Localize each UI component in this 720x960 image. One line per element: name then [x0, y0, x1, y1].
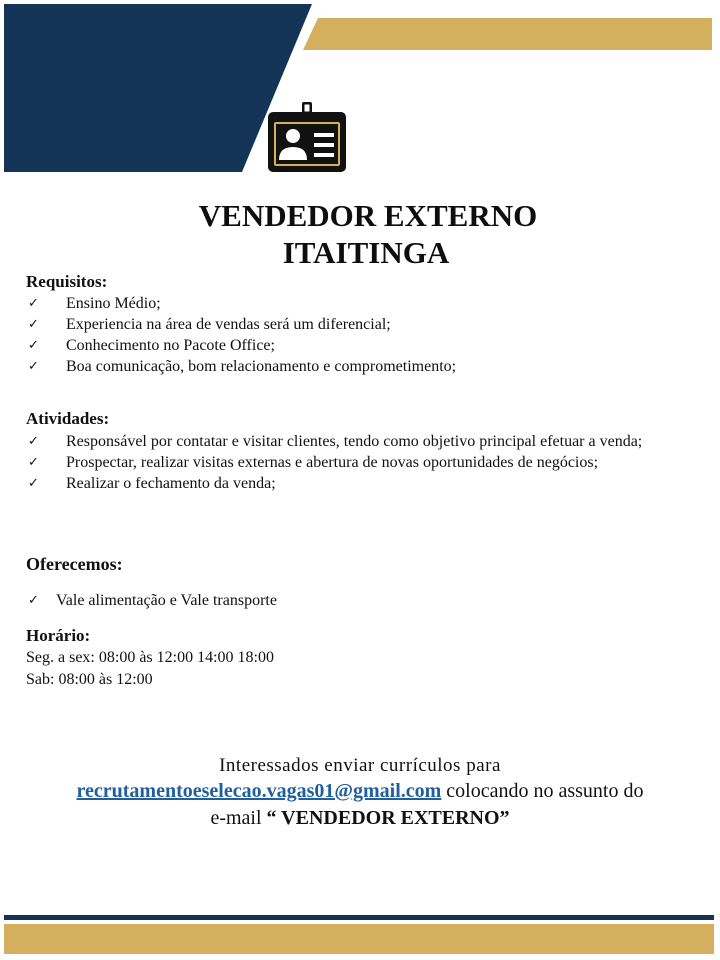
list-item: ✓ Conhecimento no Pacote Office; [28, 337, 275, 354]
horario-heading: Horário: [26, 626, 91, 645]
list-item: ✓ Realizar o fechamento da venda; [28, 475, 276, 492]
oferecemos-list [26, 590, 706, 611]
footer-instructions: Interessados enviar currículos para [219, 755, 501, 776]
checkmark-icon: ✓ [28, 476, 39, 491]
footer-email-line [0, 780, 720, 803]
bottom-gold-bar [4, 924, 714, 954]
oferecemos-heading: Oferecemos: [26, 554, 123, 574]
list-item: ✓ Prospectar, realizar visitas externas e abertura de novas oportunidades de negócios; [28, 454, 599, 471]
header-banner [0, 0, 720, 175]
list-item: ✓ Vale alimentação e Vale transporte [28, 592, 277, 609]
horario-weekday: Seg. a sex: 08:00 às 12:00 14:00 18:00 [26, 649, 274, 666]
checkmark-icon: ✓ [28, 593, 39, 608]
list-item: ✓ Experiencia na área de vendas será um diferencial; [28, 316, 391, 333]
checkmark-icon: ✓ [28, 296, 39, 311]
list-item: ✓ Ensino Médio; [28, 295, 161, 312]
gold-banner-stripe [303, 18, 712, 50]
footer-subject: “ VENDEDOR EXTERNO” [266, 807, 510, 829]
list-item: ✓ Boa comunicação, bom relacionamento e comprometimento; [28, 358, 457, 375]
bottom-navy-bar [4, 915, 714, 920]
horario-saturday: Sab: 08:00 às 12:00 [26, 671, 153, 688]
checkmark-icon: ✓ [28, 455, 39, 470]
email-link[interactable]: recrutamentoeselecao.vagas01@gmail.com [76, 780, 442, 802]
checkmark-icon: ✓ [28, 434, 39, 449]
job-title: VENDEDOR EXTERNO [198, 198, 538, 233]
footer-email-suffix: colocando no assunto do [441, 780, 644, 802]
checkmark-icon: ✓ [28, 317, 39, 332]
atividades-list [26, 431, 706, 494]
list-item: ✓ Responsável por contatar e visitar clientes, tendo como objetivo principal efetuar a venda; [28, 433, 643, 450]
requisitos-list [26, 293, 706, 377]
checkmark-icon: ✓ [28, 338, 39, 353]
id-badge-icon [264, 100, 350, 176]
job-location: ITAITINGA [282, 235, 450, 270]
footer-subject-line [0, 807, 720, 830]
requisitos-heading: Requisitos: [26, 272, 108, 291]
checkmark-icon: ✓ [28, 359, 39, 374]
atividades-heading: Atividades: [26, 409, 110, 428]
footer-subject-prefix: e-mail [210, 807, 267, 829]
